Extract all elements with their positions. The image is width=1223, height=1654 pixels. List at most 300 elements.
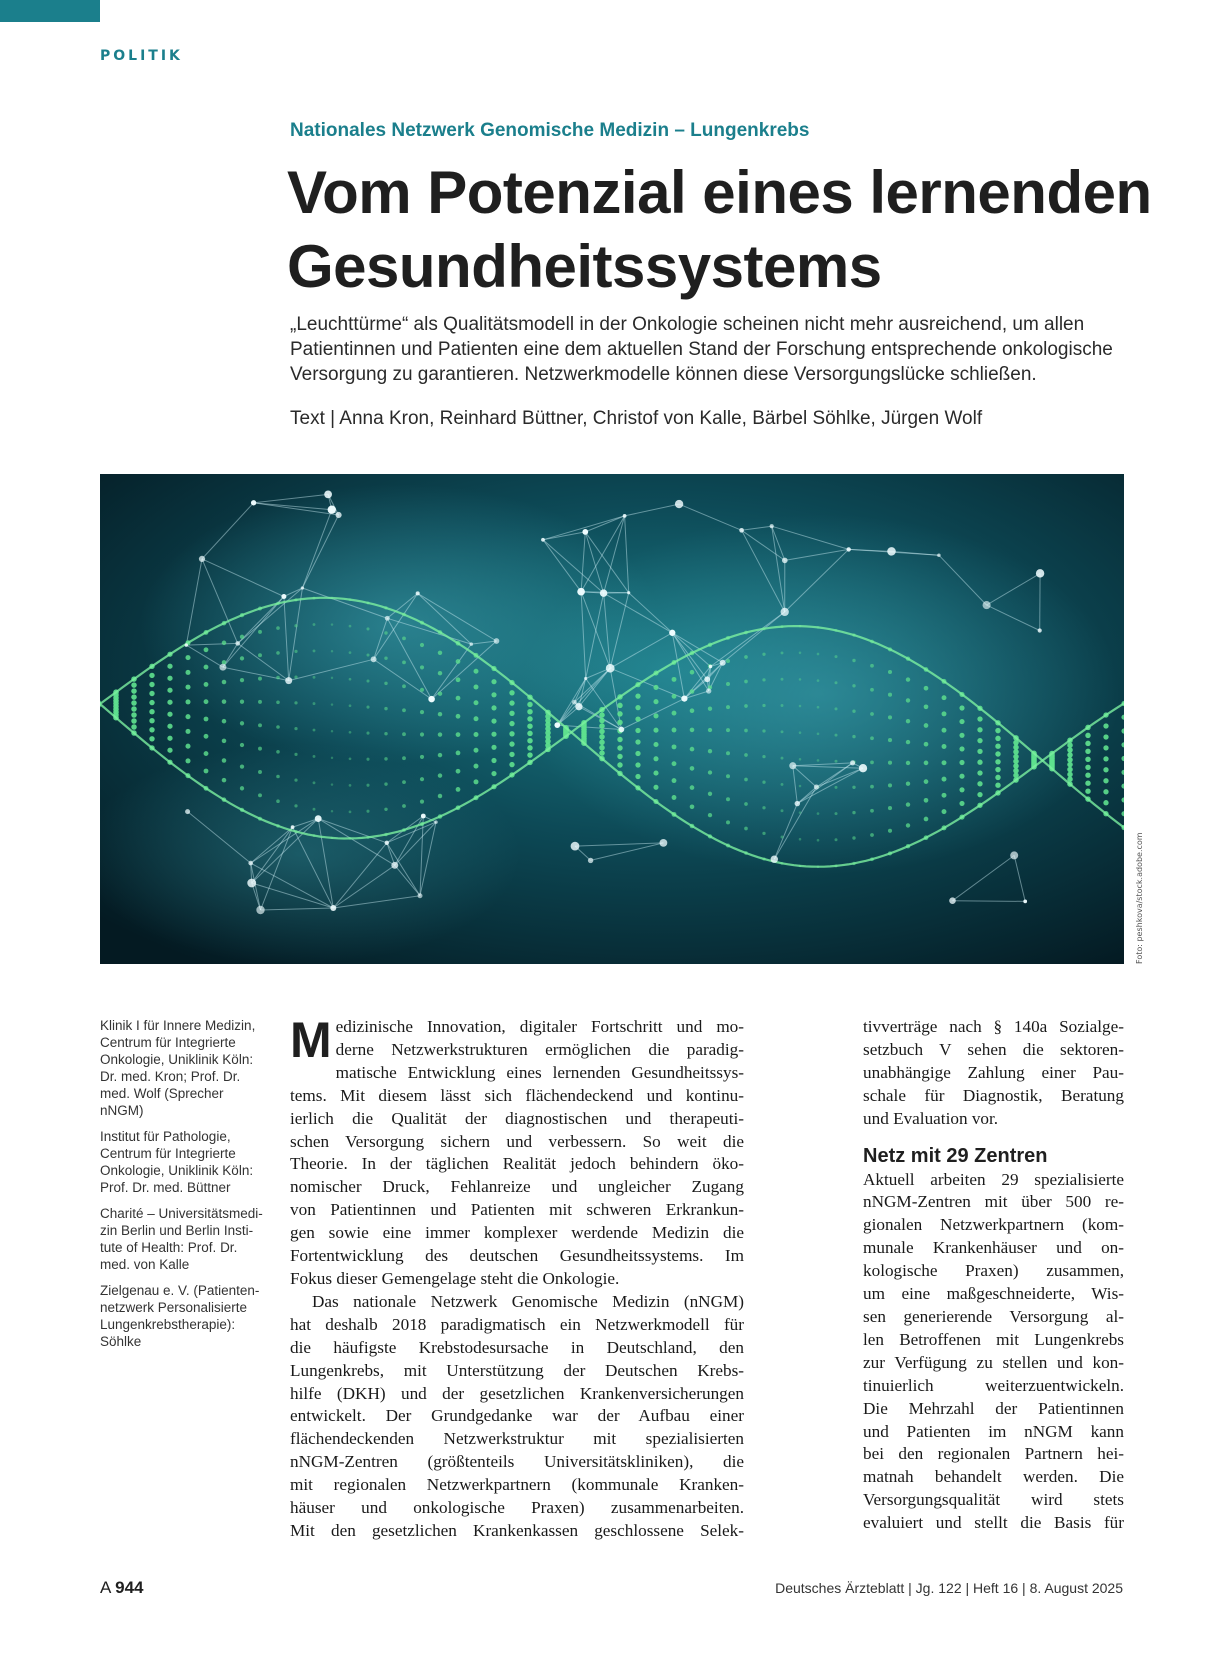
helix-dot	[527, 731, 532, 736]
affiliation-line: netzwerk Personalisierte	[100, 1300, 248, 1315]
helix-dot	[294, 650, 297, 653]
helix-dot	[456, 714, 461, 719]
affiliation-item	[100, 1282, 270, 1350]
helix-dot	[834, 707, 837, 710]
helix-dot	[690, 670, 695, 675]
network-node	[949, 897, 956, 904]
helix-dot	[708, 770, 712, 774]
helix-dot	[635, 762, 640, 767]
helix-dot	[799, 652, 802, 655]
helix-dot	[906, 719, 910, 723]
helix-dot	[167, 748, 172, 753]
helix-dot	[1085, 780, 1090, 785]
helix-dot	[959, 801, 964, 806]
helix-dot	[726, 659, 730, 663]
network-node	[575, 703, 582, 710]
helix-dot	[349, 625, 352, 628]
body-line: schen Versorgung sichern und verbessern. So weit die	[290, 1131, 744, 1151]
helix-dot	[995, 728, 1000, 733]
helix-dot	[672, 761, 677, 766]
helix-dot	[817, 679, 820, 682]
body-line: und Evaluation vor.	[863, 1108, 999, 1128]
helix-dot	[222, 758, 227, 763]
body-line: Mit den gesetzlichen Krankenkassen geschlossene Selek-	[290, 1520, 744, 1540]
helix-dot	[817, 653, 820, 656]
helix-dot	[906, 823, 910, 827]
helix-dot	[1085, 772, 1090, 777]
helix-dot	[906, 740, 910, 744]
helix-dot	[420, 777, 424, 781]
helix-dot	[781, 704, 784, 707]
body-line: Das nationale Netzwerk Genomische Medizin (nNGM)	[312, 1291, 744, 1311]
network-node	[847, 547, 851, 551]
helix-dot	[420, 665, 424, 669]
body-line: Theorie. In der täglichen Realität jedoch behindern öko-	[290, 1154, 744, 1174]
helix-dot	[708, 707, 712, 711]
network-node	[185, 643, 188, 646]
body-paragraph	[290, 1291, 744, 1543]
helix-dot	[1103, 745, 1108, 750]
helix-dot	[402, 684, 406, 688]
body-line: Die Mehrzahl der Patientinnen	[863, 1398, 1124, 1418]
network-node	[571, 842, 580, 851]
helix-dot	[313, 755, 316, 758]
helix-dot	[240, 786, 244, 790]
body-line: Aktuell arbeiten 29 spezialisierte	[863, 1169, 1124, 1189]
helix-dot	[313, 729, 316, 732]
network-node	[247, 879, 256, 888]
helix-dot	[726, 682, 730, 686]
helix-dot	[799, 785, 802, 788]
helix-dot	[1085, 749, 1090, 754]
author-affiliations	[100, 1017, 270, 1359]
body-line: hilfe (DKH) und der gesetzlichen Krankenversicherungen	[290, 1383, 744, 1403]
body-column-2	[863, 1016, 1124, 1535]
helix-dot	[349, 704, 352, 707]
helix-dot	[870, 761, 874, 765]
helix-dot	[402, 732, 406, 736]
network-node	[385, 616, 390, 621]
helix-dot	[294, 753, 297, 756]
helix-dot	[995, 775, 1000, 780]
helix-dot	[959, 719, 964, 724]
affiliation-line: Onkologie, Uniklinik Köln:	[100, 1052, 254, 1067]
helix-dot	[240, 721, 244, 725]
helix-dot	[438, 773, 442, 777]
helix-dot	[438, 651, 442, 655]
helix-dot	[834, 734, 837, 737]
network-node	[619, 727, 625, 733]
helix-dot	[672, 677, 677, 682]
helix-dot	[240, 743, 244, 747]
helix-dot	[366, 679, 369, 682]
helix-dot	[149, 682, 154, 687]
body-line: derne Netzwerkstrukturen ermöglichen die paradig-	[335, 1039, 744, 1059]
helix-dot	[204, 699, 209, 704]
affiliation-item	[100, 1205, 270, 1273]
affiliation-line: Zielgenau e. V. (Patienten-	[100, 1283, 260, 1298]
network-node	[421, 814, 426, 819]
network-node	[577, 588, 585, 596]
helix-dot	[924, 723, 929, 728]
helix-dot	[185, 670, 190, 675]
affiliation-line: Centrum für Integrierte	[100, 1035, 236, 1050]
body-line: sen generierende Versorgung al-	[863, 1306, 1124, 1326]
network-node	[1023, 900, 1027, 904]
helix-dot	[924, 761, 929, 766]
helix-dot	[420, 755, 424, 759]
article-lead	[290, 312, 1130, 387]
helix-dot	[690, 766, 695, 771]
helix-dot	[131, 682, 137, 688]
helix-dot	[276, 676, 280, 680]
affiliation-line: Onkologie, Uniklinik Köln:	[100, 1163, 254, 1178]
body-line: unabhängige Zahlung einer Pau-	[863, 1062, 1124, 1082]
network-node	[709, 665, 712, 668]
section-label: POLITIK	[100, 48, 183, 64]
helix-dot	[204, 682, 209, 687]
body-line: von Patientinnen und Patienten mit schweren Erkrankun-	[290, 1200, 744, 1220]
network-node	[627, 591, 630, 594]
helix-dot	[942, 760, 947, 765]
helix-dot	[995, 743, 1000, 748]
helix-dot	[294, 727, 297, 730]
body-line: Fortentwicklung des deutschen Gesundheitssystems. Im	[290, 1246, 744, 1266]
helix-dot	[276, 775, 280, 779]
helix-dot	[204, 665, 209, 670]
journal-issue-info: Deutsches Ärzteblatt | Jg. 122 | Heft 16 | 8. August 2025	[775, 1580, 1123, 1596]
helix-dot	[762, 781, 765, 784]
helix-dot	[1067, 767, 1073, 773]
helix-dot	[222, 680, 227, 685]
network-node	[859, 764, 867, 772]
helix-dot	[1085, 757, 1090, 762]
helix-dot	[852, 710, 855, 713]
helix-dot	[995, 736, 1000, 741]
helix-dot	[402, 780, 406, 784]
helix-dot	[817, 812, 820, 815]
helix-dot	[474, 732, 479, 737]
helix-dot	[527, 745, 532, 750]
helix-dot	[456, 659, 461, 664]
helix-dot	[653, 713, 658, 718]
helix-dot	[744, 655, 748, 659]
helix-dot	[149, 718, 154, 723]
helix-dot	[474, 748, 479, 753]
helix-dot	[599, 718, 605, 724]
network-node	[739, 528, 744, 533]
helix-dot	[653, 699, 658, 704]
helix-dot	[509, 752, 514, 757]
helix-dot	[420, 710, 424, 714]
helix-dot	[1067, 747, 1073, 753]
helix-dot	[527, 716, 532, 721]
body-line: gen sowie eine immer komplexer werdende Medizin die	[290, 1223, 744, 1243]
body-line: setzbuch V sehen die sektoren-	[863, 1039, 1124, 1059]
network-node	[291, 825, 295, 829]
helix-dot	[995, 759, 1000, 764]
helix-dot	[258, 723, 262, 727]
helix-dot	[491, 719, 496, 724]
body-paragraph	[863, 1016, 1124, 1131]
helix-dot	[617, 703, 622, 708]
network-node	[251, 500, 256, 505]
helix-dot	[240, 700, 244, 704]
helix-dot	[167, 664, 172, 669]
helix-dot	[438, 732, 442, 736]
helix-dot	[276, 701, 280, 705]
body-line: flächendeckenden Netzwerkstruktur mit spezialisierten	[290, 1429, 744, 1449]
helix-dot	[491, 745, 496, 750]
article-byline: Text | Anna Kron, Reinhard Büttner, Christof von Kalle, Bärbel Söhlke, Jürgen Wolf	[290, 408, 983, 429]
network-node	[782, 558, 788, 564]
helix-dot	[222, 641, 227, 646]
helix-dot	[924, 817, 929, 822]
network-node	[324, 491, 332, 499]
helix-dot	[781, 730, 784, 733]
helix-dot	[349, 731, 352, 734]
helix-dot	[491, 758, 496, 763]
body-line: matnah behandelt werden. Die	[863, 1467, 1124, 1487]
helix-dot	[258, 793, 262, 797]
helix-dot	[167, 688, 172, 693]
helix-dot	[799, 838, 802, 841]
helix-dot	[349, 784, 352, 787]
helix-dot	[438, 671, 442, 675]
helix-dot	[456, 769, 461, 774]
body-paragraph	[863, 1169, 1124, 1536]
helix-dot	[149, 700, 154, 705]
body-line: hat deshalb 2018 paradigmatisch ein Netzwerkmodell für	[290, 1314, 744, 1334]
helix-dot	[635, 739, 640, 744]
helix-dot	[817, 759, 820, 762]
network-node	[330, 905, 336, 911]
helix-dot	[762, 704, 765, 707]
body-line: Lungenkrebs, mit Unterstützung der Deutschen Krebs-	[290, 1360, 744, 1380]
helix-dot	[185, 685, 190, 690]
affiliation-line: Söhlke	[100, 1334, 142, 1349]
helix-dot	[456, 787, 461, 792]
helix-dot	[653, 685, 658, 690]
page-number-value: 944	[115, 1578, 144, 1597]
helix-dot	[726, 751, 730, 755]
helix-dot	[599, 734, 605, 740]
network-node	[1038, 628, 1042, 632]
network-node	[706, 688, 711, 693]
helix-dot	[672, 711, 677, 716]
helix-dot	[906, 677, 910, 681]
helix-dot	[1103, 800, 1108, 805]
affiliation-item	[100, 1128, 270, 1196]
article-headline	[287, 156, 1152, 304]
helix-dot	[1085, 788, 1090, 793]
helix-dot	[995, 751, 1000, 756]
body-line: um eine maßgeschneiderte, Wis-	[863, 1284, 1124, 1304]
helix-dot	[888, 761, 892, 765]
helix-dot	[977, 749, 982, 754]
helix-dot	[222, 739, 227, 744]
helix-dot	[653, 742, 658, 747]
helix-dot	[726, 774, 730, 778]
helix-dot	[185, 744, 190, 749]
helix-dot	[240, 764, 244, 768]
helix-dot	[527, 752, 532, 757]
helix-dot	[834, 760, 837, 763]
network-node	[681, 695, 687, 701]
helix-dot	[617, 754, 622, 759]
helix-dot	[924, 798, 929, 803]
body-line: ierlich die Qualität der diagnostischen und therapeuti-	[290, 1108, 744, 1128]
network-node	[1010, 851, 1018, 859]
helix-dot	[834, 786, 837, 789]
body-line: häuser und onkologische Praxen) zusammenarbeiten.	[290, 1498, 744, 1518]
helix-dot	[744, 827, 748, 831]
helix-dot	[870, 736, 874, 740]
article-kicker: Nationales Netzwerk Genomische Medizin – Lungenkrebs	[290, 120, 810, 141]
helix-dot	[690, 728, 695, 733]
photo-credit: Foto: peshkova/stock.adobe.com	[1135, 832, 1144, 964]
helix-dot	[131, 718, 137, 724]
helix-dot	[384, 732, 387, 735]
helix-dot	[331, 757, 333, 759]
helix-dot	[599, 723, 605, 729]
affiliation-line: nNGM)	[100, 1103, 144, 1118]
helix-dot	[995, 782, 1000, 787]
helix-dot	[474, 764, 479, 769]
body-line: len Betroffenen mit Lungenkrebs	[863, 1329, 1124, 1349]
helix-dot	[888, 829, 892, 833]
helix-dot	[509, 731, 514, 736]
helix-dot	[185, 655, 190, 660]
helix-dot	[276, 725, 280, 729]
helix-dot	[852, 735, 855, 738]
helix-dot	[781, 678, 784, 681]
helix-dot	[1085, 741, 1090, 746]
body-paragraph	[290, 1012, 744, 1291]
helix-dot	[870, 833, 874, 837]
helix-dot	[959, 774, 964, 779]
helix-dot	[402, 661, 406, 665]
helix-dot	[817, 839, 820, 842]
network-node	[588, 858, 593, 863]
helix-dot	[509, 711, 514, 716]
helix-dot	[924, 704, 929, 709]
network-node	[185, 809, 190, 814]
helix-dot	[672, 728, 677, 733]
helix-dot	[744, 802, 748, 806]
helix-dot	[527, 709, 532, 714]
helix-dot	[313, 781, 316, 784]
helix-dot	[331, 677, 333, 679]
helix-dot	[653, 785, 658, 790]
helix-dot	[959, 787, 964, 792]
helix-dot	[366, 732, 369, 735]
helix-dot	[708, 813, 712, 817]
helix-dot	[1103, 723, 1108, 728]
helix-dot	[131, 694, 137, 700]
affiliation-line: Prof. Dr. med. Büttner	[100, 1180, 231, 1195]
helix-dot	[799, 678, 802, 681]
helix-dot	[762, 832, 765, 835]
helix-dot	[617, 711, 622, 716]
helix-dot	[870, 785, 874, 789]
helix-dot	[977, 781, 982, 786]
helix-dot	[977, 738, 982, 743]
dna-helix-illustration	[100, 474, 1124, 964]
network-node	[281, 594, 286, 599]
helix-dot	[1103, 767, 1108, 772]
helix-dot	[131, 706, 137, 712]
network-node	[199, 556, 205, 562]
body-line: und Patienten im nNGM kann	[863, 1421, 1124, 1441]
helix-dot	[1103, 778, 1108, 783]
network-link	[953, 901, 1026, 902]
network-node	[541, 538, 545, 542]
helix-dot	[762, 653, 765, 656]
helix-dot	[222, 778, 227, 783]
helix-dot	[762, 729, 765, 732]
helix-dot	[781, 783, 784, 786]
affiliation-line: Institut für Pathologie,	[100, 1129, 231, 1144]
network-node	[391, 862, 398, 869]
helix-dot	[258, 677, 262, 681]
helix-dot	[420, 732, 424, 736]
affiliation-line: med. von Kalle	[100, 1257, 190, 1272]
affiliation-line: Dr. med. Kron; Prof. Dr.	[100, 1069, 241, 1084]
helix-dot	[799, 811, 802, 814]
network-node	[582, 529, 588, 535]
helix-dot	[906, 761, 910, 765]
network-node	[770, 524, 774, 528]
network-node	[428, 696, 435, 703]
helix-dot	[131, 724, 137, 730]
helix-dot	[384, 808, 387, 811]
helix-dot	[167, 736, 172, 741]
helix-dot	[294, 701, 297, 704]
helix-dot	[942, 711, 947, 716]
helix-dot	[888, 693, 892, 697]
helix-dot	[222, 719, 227, 724]
helix-dot	[762, 806, 765, 809]
helix-dot	[744, 778, 748, 782]
helix-dot	[167, 712, 172, 717]
helix-dot	[204, 647, 209, 652]
network-node	[850, 760, 855, 765]
helix-dot	[672, 778, 677, 783]
helix-dot	[635, 705, 640, 710]
network-node	[1036, 569, 1044, 577]
helix-dot	[527, 702, 532, 707]
helix-dot	[888, 806, 892, 810]
helix-dot	[762, 755, 765, 758]
helix-dot	[781, 836, 784, 839]
helix-dot	[509, 741, 514, 746]
helix-dot	[617, 720, 622, 725]
headline-line: Gesundheitssystems	[287, 233, 882, 300]
helix-dot	[672, 744, 677, 749]
helix-dot	[1085, 765, 1090, 770]
network-node	[983, 601, 991, 609]
helix-dot	[817, 732, 820, 735]
helix-dot	[331, 623, 333, 625]
helix-dot	[924, 742, 929, 747]
affiliation-line: Charité – Universitätsmedi-	[100, 1206, 263, 1221]
helix-dot	[870, 688, 874, 692]
helix-dot	[762, 678, 765, 681]
helix-dot	[185, 714, 190, 719]
helix-dot	[635, 693, 640, 698]
helix-dot	[276, 626, 280, 630]
